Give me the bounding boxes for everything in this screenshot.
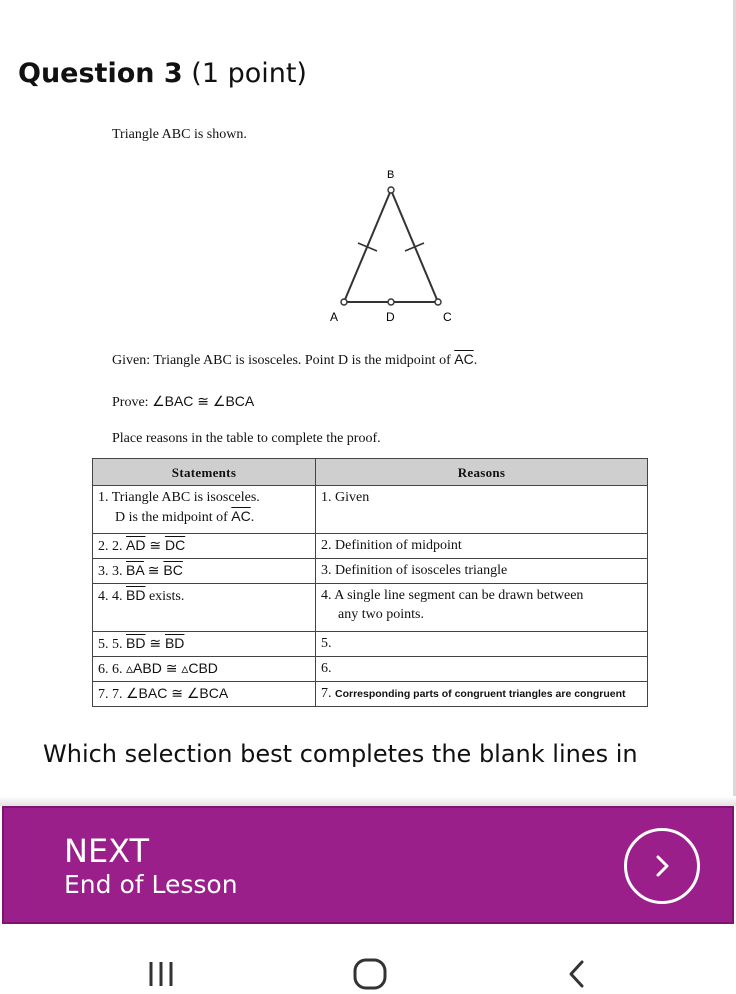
next-button[interactable]: [624, 828, 700, 904]
statement-cell: [93, 657, 316, 682]
point-b: [388, 187, 394, 193]
statement-cell: [93, 559, 316, 584]
header-statements: Statements: [93, 459, 316, 486]
statement-cell: [93, 632, 316, 657]
divider: [0, 796, 736, 806]
statement-cell: [93, 584, 316, 632]
question-number: Question 3: [18, 58, 183, 89]
statement-math: ▵ABD ≅ ▵CBD: [126, 660, 218, 676]
statement-number: 5. 5.: [98, 637, 126, 652]
statement-cell: [93, 486, 316, 534]
instruction-text: Place reasons in the table to complete the proof.: [112, 431, 381, 446]
label-d: D: [386, 310, 395, 324]
statement-number: 7. 7.: [98, 687, 126, 702]
statement-number: 2. 2.: [98, 539, 126, 554]
reason-cell: 6.: [316, 657, 648, 682]
reason-line: any two points.: [338, 607, 424, 622]
question-prompt: Which selection best completes the blank lines in: [43, 740, 638, 768]
chevron-right-icon: [627, 831, 697, 901]
congruent-symbol: ≅: [145, 635, 165, 651]
segment-bd: $\overline{BD}$: [126, 635, 146, 651]
segment-bd: $\overline{BD}$: [164, 635, 185, 651]
back-icon[interactable]: [562, 958, 592, 990]
statement-suffix: .: [250, 510, 255, 525]
question-title: [18, 58, 307, 89]
proof-table: [92, 458, 648, 707]
congruent-symbol: ≅: [145, 537, 165, 553]
statement-line: 1. Triangle ABC is isosceles.: [98, 490, 260, 505]
table-row: [93, 534, 648, 559]
table-row: [93, 584, 648, 632]
table-row: [93, 682, 648, 707]
label-c: C: [443, 310, 452, 324]
segment-ac: $\overline{AC}$: [231, 508, 251, 524]
statement-number: 6. 6.: [98, 662, 126, 677]
segment-bc: $\overline{BC}$: [163, 562, 183, 578]
given-suffix: .: [473, 353, 478, 368]
prove-math: ∠BAC ≅ ∠BCA: [152, 393, 255, 409]
congruent-symbol: ≅: [143, 562, 164, 578]
table-row: [93, 657, 648, 682]
segment-ba: $\overline{BA}$: [126, 562, 144, 578]
reason-text: Corresponding parts of congruent triangles are congruent: [335, 688, 626, 700]
segment-ad: $\overline{AD}$: [126, 537, 146, 553]
label-b: B: [387, 169, 395, 181]
reason-cell: [316, 584, 648, 632]
prove-label: Prove:: [112, 395, 153, 410]
point-c: [435, 299, 441, 305]
system-nav-bar: [0, 926, 736, 994]
table-header-row: [93, 459, 648, 486]
point-d: [388, 299, 394, 305]
reason-cell: [316, 682, 648, 707]
table-row: [93, 559, 648, 584]
table-row: [93, 632, 648, 657]
given-statement: [112, 351, 477, 369]
prove-statement: [112, 393, 254, 411]
given-text: Given: Triangle ABC is isosceles. Point D is the midpoint of: [112, 353, 455, 368]
home-icon[interactable]: [350, 956, 390, 992]
reason-cell: 5.: [316, 632, 648, 657]
label-a: A: [330, 310, 339, 324]
recent-apps-icon[interactable]: [143, 959, 179, 989]
statement-text: D is the midpoint of: [115, 510, 232, 525]
statement-suffix: exists.: [145, 589, 185, 604]
reason-cell: 1. Given: [316, 486, 648, 534]
statement-number: 3. 3.: [98, 564, 126, 579]
segment-bd: $\overline{BD}$: [126, 587, 146, 603]
statement-number: 4. 4.: [98, 589, 126, 604]
reason-line: 4. A single line segment can be drawn between: [321, 588, 584, 603]
statement-math: ∠BAC ≅ ∠BCA: [126, 685, 229, 701]
question-points: (1 point): [191, 58, 307, 89]
reason-cell: 2. Definition of midpoint: [316, 534, 648, 559]
point-a: [341, 299, 347, 305]
header-reasons: Reasons: [316, 459, 648, 486]
statement-line: [98, 507, 310, 527]
side-bc: [391, 190, 438, 302]
next-label: NEXT: [64, 832, 150, 870]
next-lesson-bar[interactable]: [2, 806, 734, 924]
problem-intro: Triangle ABC is shown.: [112, 127, 247, 142]
end-of-lesson-label: End of Lesson: [64, 870, 238, 899]
segment-dc: $\overline{DC}$: [164, 537, 186, 553]
table-row: [93, 486, 648, 534]
statement-cell: [93, 534, 316, 559]
side-ab: [344, 190, 391, 302]
statement-cell: [93, 682, 316, 707]
triangle-diagram: [320, 160, 470, 325]
reason-number: 7.: [321, 686, 332, 701]
reason-cell: 3. Definition of isosceles triangle: [316, 559, 648, 584]
given-segment: $\overline{AC}$: [454, 351, 474, 367]
